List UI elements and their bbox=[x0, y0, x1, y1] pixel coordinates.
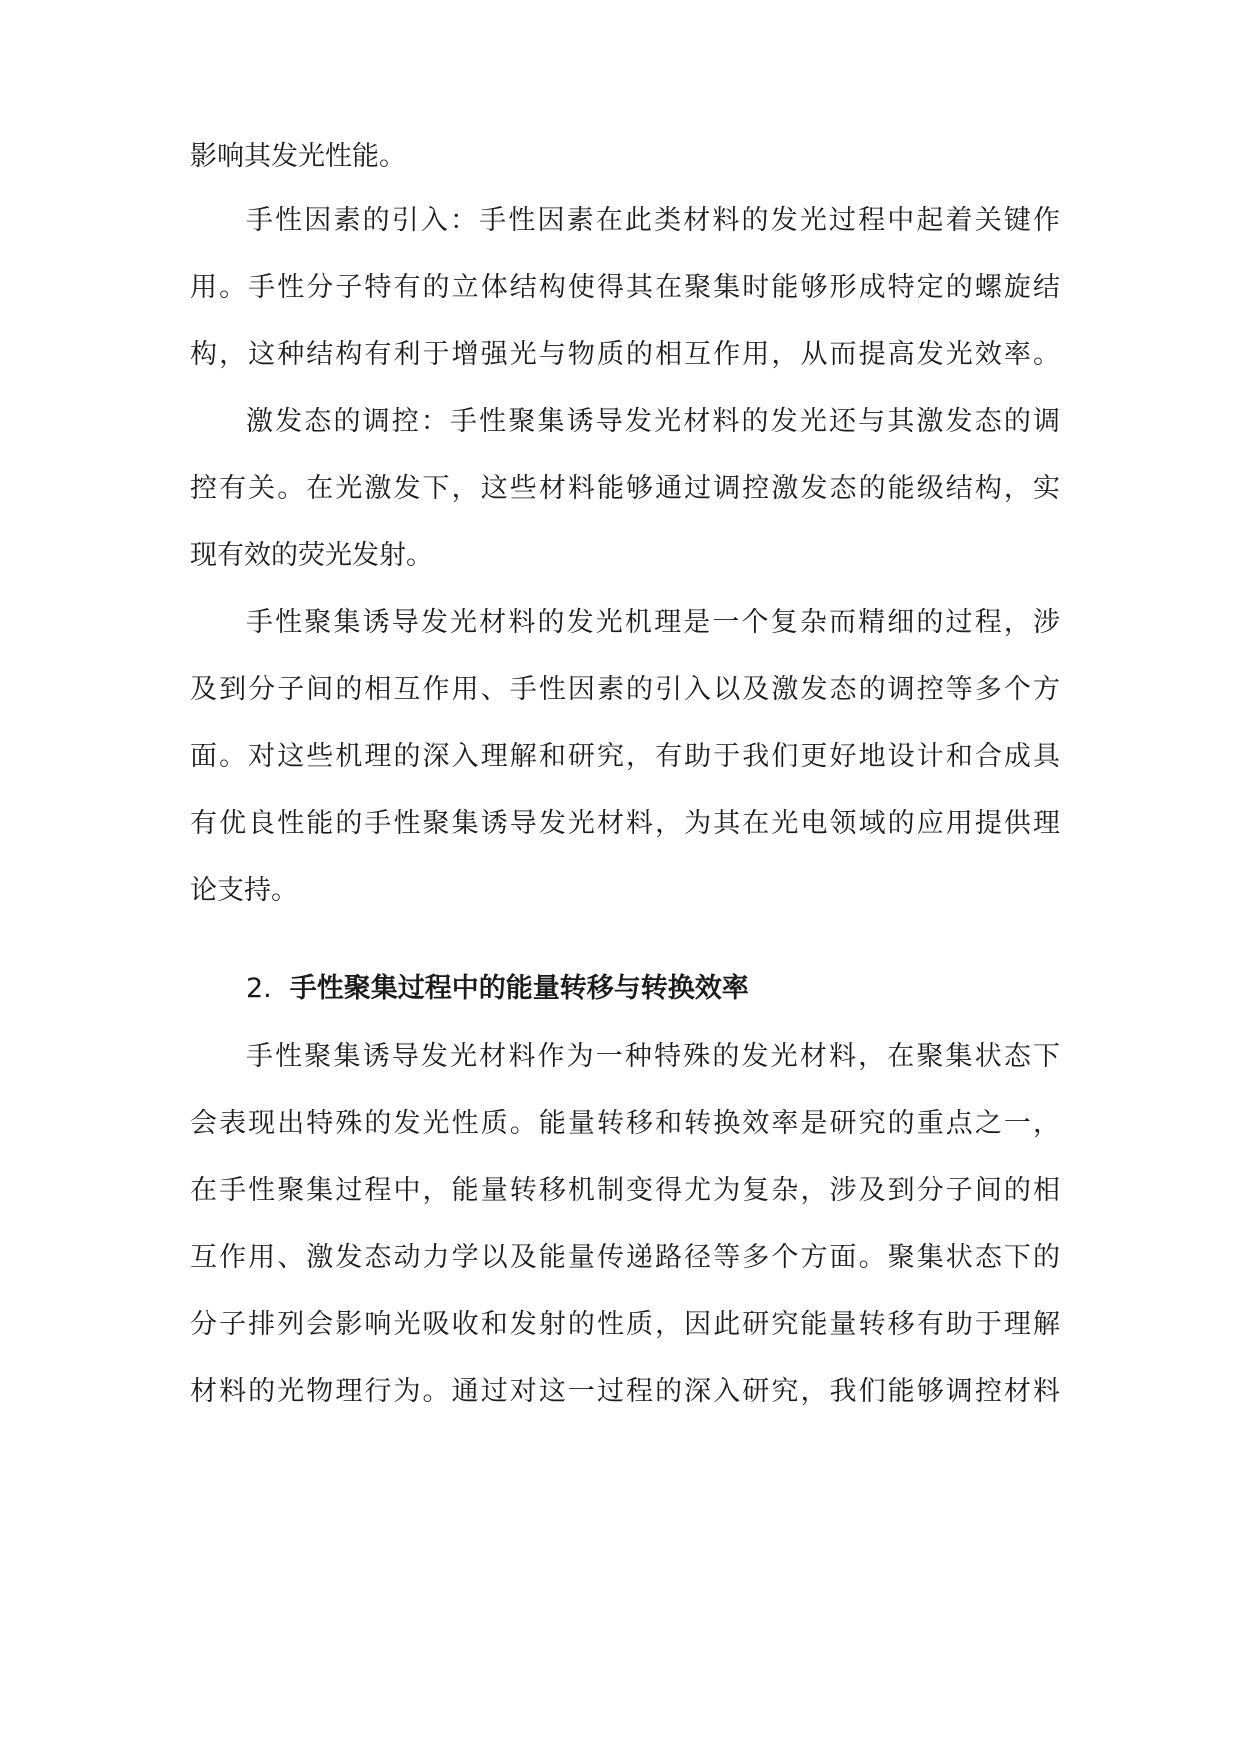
paragraph-line: 在手性聚集过程中，能量转移机制变得尤为复杂，涉及到分子间的相 bbox=[190, 1175, 1060, 1206]
paragraph-line: 有优良性能的手性聚集诱导发光材料，为其在光电领域的应用提供理 bbox=[190, 808, 1060, 839]
paragraph-line: 手性因素的引入：手性因素在此类材料的发光过程中起着关键作 bbox=[246, 205, 1060, 236]
paragraph-line: 手性聚集诱导发光材料作为一种特殊的发光材料，在聚集状态下 bbox=[246, 1041, 1060, 1072]
section-title: 手性聚集过程中的能量转移与转换效率 bbox=[289, 973, 749, 1004]
paragraph-line: 激发态的调控：手性聚集诱导发光材料的发光还与其激发态的调 bbox=[246, 406, 1060, 437]
paragraph-line: 互作用、激发态动力学以及能量传递路径等多个方面。聚集状态下的 bbox=[190, 1242, 1060, 1273]
paragraph-line: 现有效的荧光发射。 bbox=[190, 540, 433, 571]
paragraph-line: 论支持。 bbox=[190, 875, 298, 906]
section-number: 2. bbox=[246, 973, 272, 1004]
paragraph-line: 分子排列会影响光吸收和发射的性质，因此研究能量转移有助于理解 bbox=[190, 1309, 1060, 1340]
paragraph-line: 面。对这些机理的深入理解和研究，有助于我们更好地设计和合成具 bbox=[190, 741, 1060, 772]
paragraph-line: 构，这种结构有利于增强光与物质的相互作用，从而提高发光效率。 bbox=[190, 339, 1060, 370]
paragraph-line: 影响其发光性能。 bbox=[190, 141, 406, 172]
paragraph-line: 会表现出特殊的发光性质。能量转移和转换效率是研究的重点之一， bbox=[190, 1108, 1060, 1139]
section-heading bbox=[246, 972, 749, 1006]
paragraph-line: 控有关。在光激发下，这些材料能够通过调控激发态的能级结构，实 bbox=[190, 473, 1060, 504]
paragraph-line: 用。手性分子特有的立体结构使得其在聚集时能够形成特定的螺旋结 bbox=[190, 272, 1060, 303]
paragraph-line: 及到分子间的相互作用、手性因素的引入以及激发态的调控等多个方 bbox=[190, 674, 1060, 705]
paragraph-line: 手性聚集诱导发光材料的发光机理是一个复杂而精细的过程，涉 bbox=[246, 607, 1060, 638]
paragraph-line: 材料的光物理行为。通过对这一过程的深入研究，我们能够调控材料 bbox=[190, 1376, 1060, 1407]
